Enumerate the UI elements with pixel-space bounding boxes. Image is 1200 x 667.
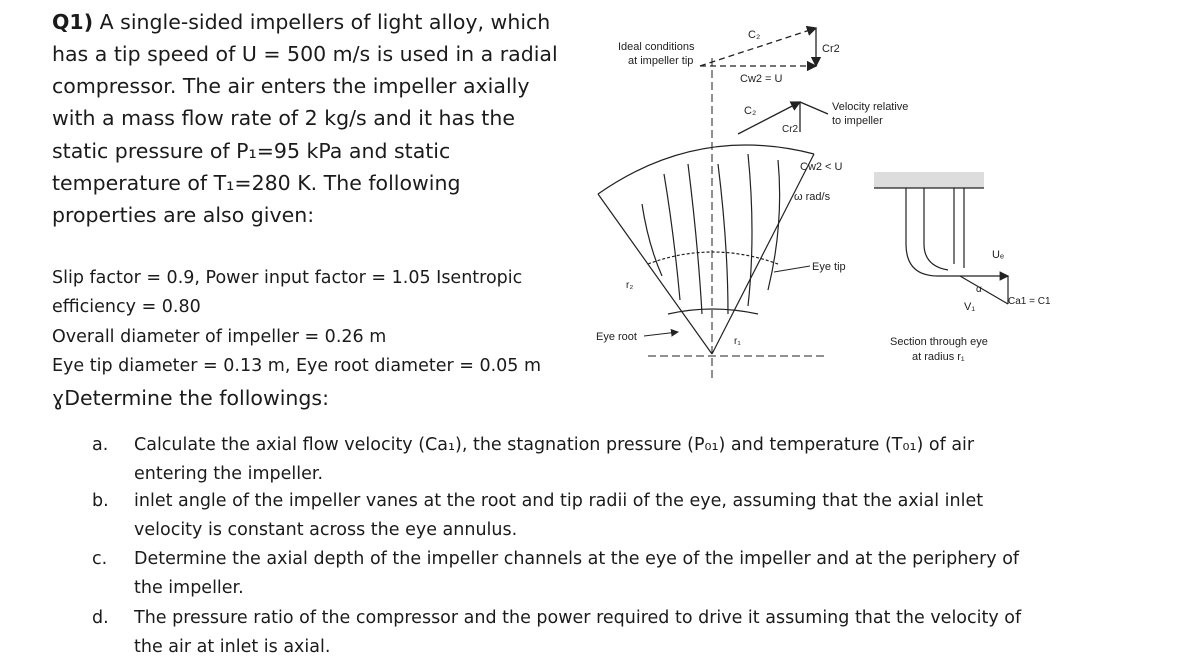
- item-marker: a.: [92, 435, 109, 455]
- question-number: Q1): [52, 10, 94, 34]
- section-label-line2: at radius r₁: [912, 351, 965, 363]
- ca1-eq-c1-label: Ca1 = C1: [1008, 296, 1051, 307]
- v1-label: V₁: [964, 301, 976, 313]
- r1-label: r₁: [734, 336, 741, 347]
- impeller-diagram: [588, 14, 1058, 386]
- properties-list: [52, 264, 541, 381]
- question-intro-line-3: with a mass flow rate of 2 kg/s and it has the: [52, 106, 515, 130]
- velocity-rel-line1: Velocity relative: [832, 101, 909, 113]
- omega-label: ω rad/s: [794, 191, 831, 203]
- item-marker: b.: [92, 491, 109, 511]
- property-line: Overall diameter of impeller = 0.26 m: [52, 326, 387, 347]
- eye-section: [874, 172, 1008, 304]
- question-intro-line-0: [52, 6, 550, 38]
- eye-root-leader: [644, 332, 678, 336]
- item-line: inlet angle of the impeller vanes at the root and tip radii of the eye, assuming that the axial inlet: [134, 491, 984, 511]
- item-line: entering the impeller.: [134, 463, 324, 484]
- question-intro-line-1: has a tip speed of U = 500 m/s is used in a radial: [52, 42, 558, 66]
- r2-label: r₂: [626, 280, 634, 291]
- property-line: efficiency = 0.80: [52, 297, 201, 318]
- section-label-line1: Section through eye: [890, 336, 988, 348]
- alpha-label: α: [976, 284, 982, 295]
- velocity-rel-line2: to impeller: [832, 115, 883, 127]
- item-line: Calculate the axial flow velocity (Ca₁), the stagnation pressure (P₀₁) and temperature (T₀₁) of air: [134, 435, 975, 455]
- cr2-top-label: Cr2: [822, 43, 840, 55]
- item-line: the impeller.: [134, 577, 244, 598]
- cw2-eq-u-label: Cw2 = U: [740, 73, 783, 85]
- ideal-label-line2: at impeller tip: [628, 55, 694, 67]
- cw2-lt-u-label: Cw2 < U: [800, 161, 843, 173]
- eye-tip-label: Eye tip: [812, 261, 846, 273]
- eye-tip-leader: [774, 266, 810, 272]
- question-intro-line-6: properties are also given:: [52, 203, 315, 227]
- property-line: Eye tip diameter = 0.13 m, Eye root diameter = 0.05 m: [52, 355, 542, 376]
- eye-root-label: Eye root: [596, 331, 637, 343]
- question-intro-text: A single-sided impellers of light alloy, which: [99, 10, 551, 34]
- c2-top-label: C₂: [748, 29, 761, 41]
- item-line: Determine the axial depth of the impeller channels at the eye of the impeller and at the periphery of: [134, 549, 1020, 569]
- question-intro-line-5: temperature of T₁=280 K. The following: [52, 171, 461, 195]
- ideal-label-line1: Ideal conditions: [618, 41, 695, 53]
- item-marker: d.: [92, 608, 109, 628]
- property-line: Slip factor = 0.9, Power input factor = 1.05 Isentropic: [52, 268, 523, 288]
- c2-mid-label: C₂: [744, 105, 757, 117]
- item-marker: c.: [92, 549, 108, 569]
- ue-label: Uₑ: [992, 249, 1005, 261]
- item-line: velocity is constant across the eye annulus.: [134, 519, 518, 540]
- question-intro-line-2: compressor. The air enters the impeller axially: [52, 74, 530, 98]
- item-line: the air at inlet is axial.: [134, 636, 331, 657]
- impeller-sector: [598, 145, 814, 354]
- determine-heading: ɣDetermine the followings:: [52, 386, 330, 410]
- question-intro-line-4: static pressure of P₁=95 kPa and static: [52, 139, 451, 163]
- cr2-mid-label: Cr2: [782, 124, 799, 135]
- item-line: The pressure ratio of the compressor and the power required to drive it assuming that the velocity of: [134, 608, 1022, 628]
